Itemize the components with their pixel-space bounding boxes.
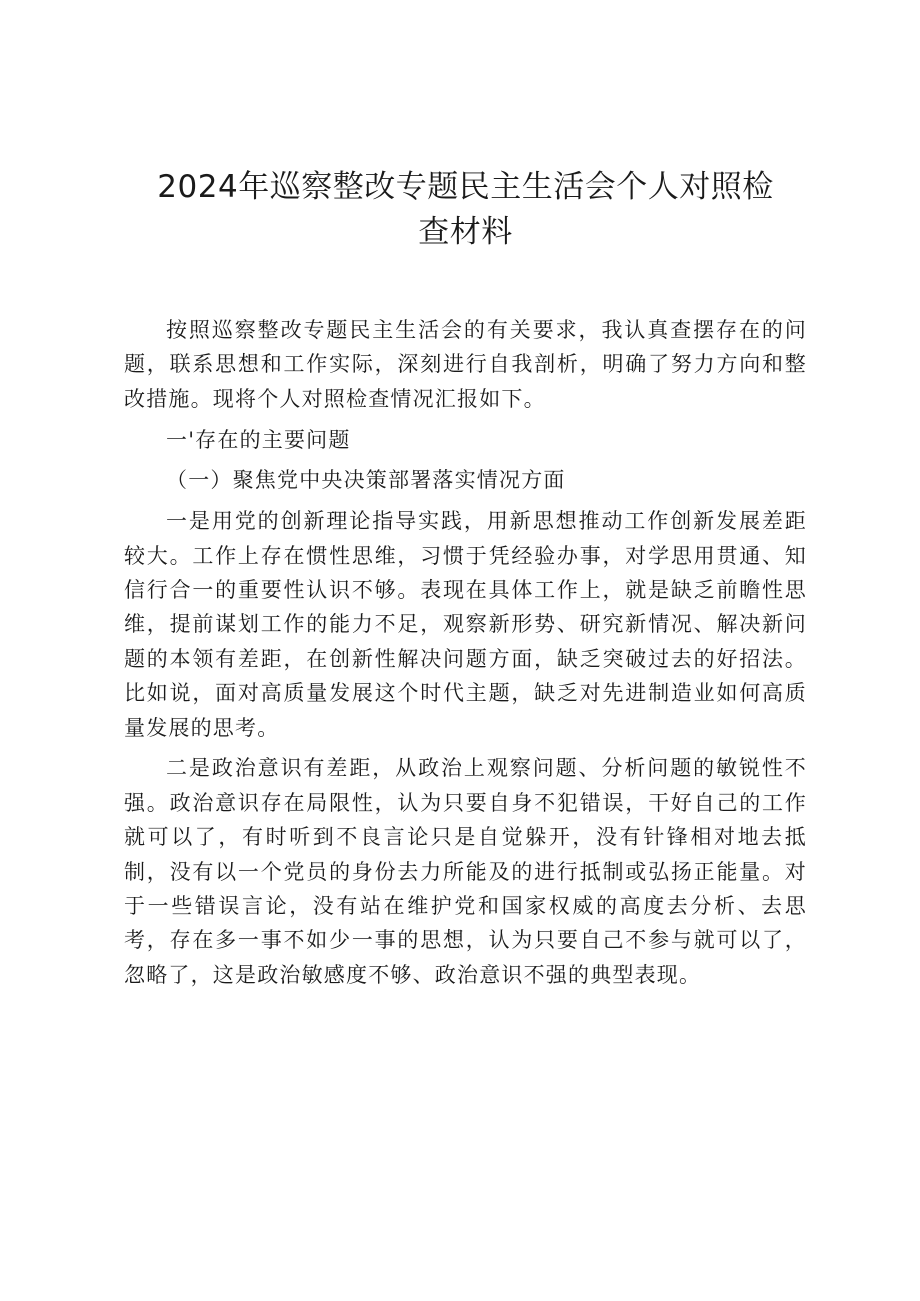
intro-paragraph: 按照巡察整改专题民主生活会的有关要求，我认真查摆存在的问题，联系思想和工作实际，深刻进行自我剖析，明确了努力方向和整改措施。现将个人对照检查情况汇报如下。 bbox=[124, 318, 807, 411]
document-title: 2024年巡察整改专题民主生活会个人对照检查材料 bbox=[157, 169, 774, 250]
body-paragraph-2: 二是政治意识有差距，从政治上观察问题、分析问题的敏锐性不强。政治意识存在局限性，认为只要自身不犯错误，干好自己的工作就可以了，有时听到不良言论只是自觉躲开，没有针锋相对地去抵制，没有以一个党员的身份去力所能及的进行抵制或弘扬正能量。对于一些错误言论，没有站在维护党和国家权威的高度去分析、去思考，存在多一事不如少一事的思想，认为只要自己不参与就可以了，忽略了，这是政治敏感度不够、政治意识不强的典型表现。 bbox=[124, 756, 807, 987]
body-paragraph-1: 一是用党的创新理论指导实践，用新思想推动工作创新发展差距较大。工作上存在惯性思维，习惯于凭经验办事，对学思用贯通、知信行合一的重要性认识不够。表现在具体工作上，就是缺乏前瞻性思维，提前谋划工作的能力不足，观察新形势、研究新情况、解决新问题的本领有差距，在创新性解决问题方面，缺乏突破过去的好招法。比如说，面对高质量发展这个时代主题，缺乏对先进制造业如何高质量发展的思考。 bbox=[124, 509, 807, 740]
document-body bbox=[124, 313, 807, 992]
section-heading: 一'存在的主要问题 bbox=[166, 427, 351, 452]
subsection-heading: （一）聚焦党中央决策部署落实情况方面 bbox=[166, 468, 566, 493]
